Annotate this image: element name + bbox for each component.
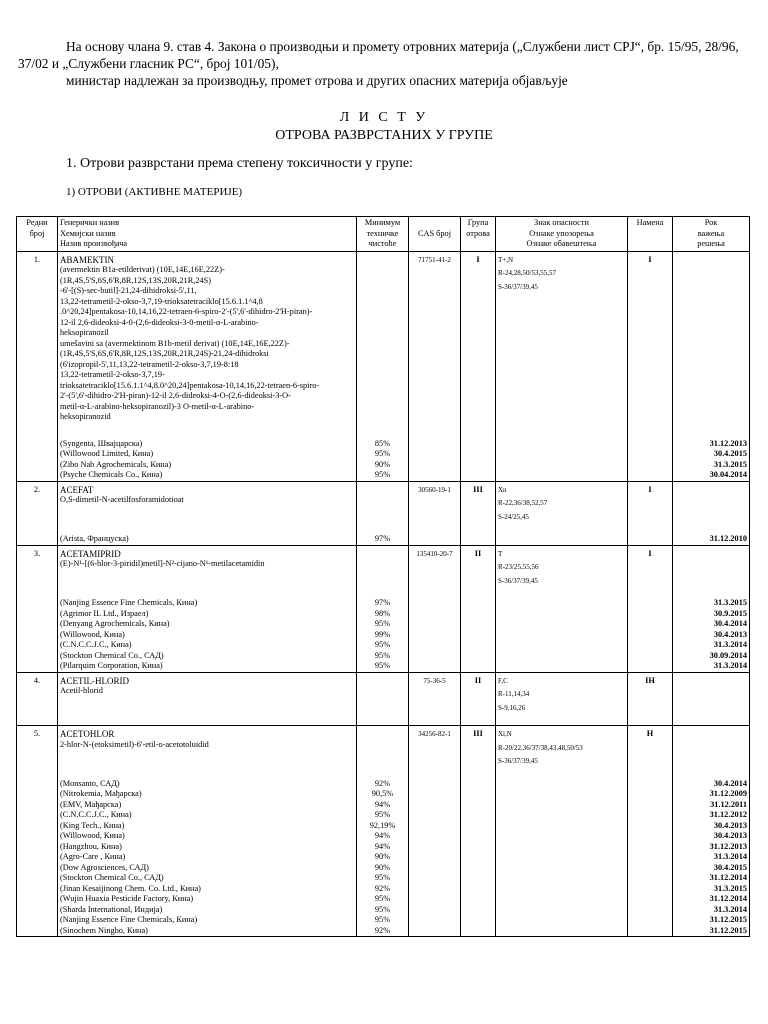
producer-purity: 95% [357,470,409,481]
producer-row [17,661,750,672]
entry-validity [673,672,750,716]
producer-row [17,852,750,863]
validity-date: 31.3.2014 [673,661,750,672]
producer-name: (C.N.C.C.J.C., Кина) [58,810,357,821]
header-no: Редни број [17,217,58,252]
producer-purity: 95% [357,661,409,672]
validity-date: 31.3.2014 [673,640,750,651]
entry-no: 2. [17,481,58,525]
entry-validity [673,726,750,770]
producer-row [17,905,750,916]
intro [18,38,750,89]
producer-row [17,926,750,937]
hazard-line: S-24/25,45 [498,512,529,521]
chemical-name-line: 12-il 2,6-dideoksi-4-0-(2,6-dideoksi-3-0-metil-α-L-arabino- [60,317,259,327]
producer-row [17,884,750,895]
hazard-line: R-11,14,34 [498,690,530,698]
producer-purity: 90% [357,460,409,471]
chemical-name-line: .0^20,24]pentakosa-10,14,16,22-tetraen-6-spiro-2'-(5',6'-dihidro-2'H-piran)- [60,307,313,316]
entry-names [58,726,357,770]
producer-purity: 94% [357,831,409,842]
purpose: I [628,481,673,525]
producer-row [17,915,750,926]
chemical-name-line: -6'-[(S)-sec-butil]-21,24-dihidroksi-5',11, [60,286,197,295]
validity-date: 31.3.2015 [673,598,750,609]
entry-validity [673,545,750,589]
hazard-line: Xi,N [498,730,512,738]
producer-name: (Sinochem Ningbo, Кина) [58,926,357,937]
chemical-name-line: 2'-(5',6'-dihidro-2'H-piran)-12-il 2,6-dideoksi-4-O-(2,6-dideoksi-3-O- [60,391,291,400]
producer-purity: 95% [357,915,409,926]
entry-no: 4. [17,672,58,716]
producer-row [17,873,750,884]
intro-line-2: министар надлежан за производњу, промет отрова и других опасних материја објављује [66,73,568,88]
producer-name: (Willowood, Кина) [58,831,357,842]
producer-name: (Willowood, Кина) [58,630,357,641]
spacer-row [17,770,750,779]
chemical-name-line: Acetil-hlorid [60,686,103,695]
table-row [17,481,750,525]
header-group: Група отрова [461,217,496,252]
hazard-labels [496,481,628,525]
producer-name: (Dow Agrosciences, САД) [58,863,357,874]
producer-purity: 95% [357,640,409,651]
validity-date: 31.12.2015 [673,915,750,926]
purpose: I [628,545,673,589]
validity-date: 31.12.2013 [673,439,750,450]
producer-row [17,630,750,641]
producer-name: (Agro-Care , Кина) [58,852,357,863]
producer-row [17,821,750,832]
entry-validity [673,481,750,525]
hazard-line: R-20/22,36/37/38,43,48,50/53 [498,743,583,752]
producer-row [17,640,750,651]
validity-date: 31.12.2015 [673,926,750,937]
producer-purity: 90% [357,863,409,874]
producer-row [17,651,750,662]
producer-purity: 95% [357,449,409,460]
entry-names [58,545,357,589]
hazard-line: T+,N [498,255,514,264]
entry-no: 1. [17,251,58,423]
producer-row [17,831,750,842]
producer-purity: 92% [357,884,409,895]
validity-date: 30.4.2014 [673,779,750,790]
cas-number: 135410-20-7 [409,545,461,589]
producer-name: (Denyang Agrochemicals, Кина) [58,619,357,630]
generic-name: ACETOHLOR [60,729,115,739]
chemical-name-line: umešavini sa (avermektinom B1b-metil derivat) (10E,14E,16E,22Z)- [60,338,290,348]
purpose: I [628,251,673,423]
spacer-row [17,423,750,439]
header-validity: Рок важења решења [673,217,750,252]
chemical-name-line: metil-α-L-arabino-heksopiranozil)-3 O-metil-α-L-arabino- [60,401,255,411]
producer-purity: 94% [357,800,409,811]
producer-purity: 92,19% [357,821,409,832]
entry-no: 5. [17,726,58,770]
validity-date: 30.4.2014 [673,619,750,630]
producer-name: (Sharda International, Индија) [58,905,357,916]
table-row [17,726,750,770]
chemical-name-line: trioksatetraciklo[15.6.1.1^4,8.0^20,24]pentakosa-10,14,16,22-tetraen-6-spiro- [60,380,320,390]
validity-date: 31.3.2014 [673,905,750,916]
hazard-labels [496,672,628,716]
producer-purity: 95% [357,873,409,884]
poison-group: III [461,481,496,525]
producer-name: (Nanjing Essence Fine Chemicals, Кина) [58,915,357,926]
entry-purity [357,251,409,423]
cas-number: 30560-19-1 [409,481,461,525]
producer-name: (Agrimor IL Ltd., Израел) [58,609,357,620]
producer-name: (Monsanto, САД) [58,779,357,790]
poisons-table [16,216,750,937]
table-row [17,545,750,589]
validity-date: 30.4.2013 [673,630,750,641]
chemical-name-line: O,S-dimetil-N-acetilfosforamidotioat [60,495,184,504]
hazard-line: R-23/25,55,56 [498,563,539,571]
poison-group: II [461,545,496,589]
producer-name: (EMV, Мађарска) [58,800,357,811]
producer-name: (Willowood Limited, Кина) [58,449,357,460]
poison-group: III [461,726,496,770]
generic-name: ACEFAT [60,484,94,495]
producer-row [17,609,750,620]
chemical-name-line: (E)-N¹-[(6-hlor-3-piridil)metil]-N²-cijano-N¹-metilacetamidin [60,559,265,568]
entry-names [58,672,357,716]
producer-name: (Nanjing Essence Fine Chemicals, Кина) [58,598,357,609]
entry-validity [673,251,750,423]
table-row [17,251,750,423]
entry-names [58,251,357,423]
doc-title-line-2: ОТРОВА РАЗВРСТАНИХ У ГРУПЕ [275,128,493,143]
validity-date: 30.4.2013 [673,821,750,832]
producer-purity: 95% [357,619,409,630]
producer-name: (Hangzhou, Кина) [58,842,357,853]
producer-purity: 95% [357,894,409,905]
chemical-name-line: 13,22-tetrametil-2-okso-3,7,19- [60,370,165,379]
chemical-name-line: (1R,4S,5'S,6S,6'R,8R,12S,13S,20R,21R,24S) [60,275,211,285]
producer-purity: 95% [357,810,409,821]
generic-name: ACETIL-HLORID [60,675,129,686]
header-cas: CAS број [409,217,461,252]
producer-row [17,789,750,800]
header-purpose: Намена [628,217,673,252]
validity-date: 30.4.2013 [673,831,750,842]
hazard-labels [496,726,628,770]
hazard-line: F,C [498,676,508,685]
spacer-row [17,525,750,534]
producer-name: (Stockton Chemical Co., САД) [58,651,357,662]
generic-name: ACETAMIPRID [60,548,121,559]
entry-purity [357,545,409,589]
entry-names [58,481,357,525]
header-hazard: Знак опасности Ознаке упозорења Ознаке обавештења [496,217,628,252]
chemical-name-line: (1R,4S,5'S,6S,6'R,8R,12S,13S,20R,21R,24S)-21,24-dihidroksi [60,349,269,358]
producer-row [17,800,750,811]
entry-no: 3. [17,545,58,589]
chemical-name-line: 13,22-tetrametil-2-okso-3,7,19-trioksatetraciklo[15.6.1.1^4,8 [60,296,263,306]
chemical-name-line: heksopiranozid [60,412,111,421]
producer-row [17,534,750,545]
cas-number: 34256-82-1 [409,726,461,770]
producer-name: (King Tech., Кина) [58,821,357,832]
validity-date: 31.12.2010 [673,534,750,545]
producer-row [17,460,750,471]
hazard-line: R-22,36/38,52,57 [498,499,548,507]
validity-date: 30.04.2014 [673,470,750,481]
cas-number: 71751-41-2 [409,251,461,423]
producer-row [17,470,750,481]
validity-date: 31.12.2011 [673,800,750,811]
validity-date: 31.12.2014 [673,894,750,905]
producer-row [17,863,750,874]
producer-purity: 97% [357,534,409,545]
producer-name: (Wujin Huaxia Pesticide Factory, Кина) [58,894,357,905]
entry-purity [357,726,409,770]
hazard-line: R-24,28,50/53,55,57 [498,269,556,277]
producer-name: (C.N.C.C.J.C., Кина) [58,640,357,651]
hazard-line: S-36/37/39,45 [498,282,538,291]
validity-date: 31.3.2015 [673,884,750,895]
table-row [17,672,750,716]
producer-name: (Jinan Kesaijinong Chem. Co. Ltd., Кина) [58,884,357,895]
producer-row [17,619,750,630]
entry-purity [357,481,409,525]
producer-purity: 92% [357,926,409,937]
table-body [17,251,750,937]
section-heading: 1. Отрови разврстани према степену токсичности у групе: [66,156,413,171]
hazard-labels [496,545,628,589]
entry-purity [357,672,409,716]
purpose: IH [628,672,673,716]
validity-date: 31.3.2014 [673,852,750,863]
hazard-labels [496,251,628,423]
producer-purity: 98% [357,609,409,620]
chemical-name-line: 2-hlor-N-(etoksimetil)-6'-etil-o-acetotoluidid [60,739,209,749]
producer-purity: 99% [357,630,409,641]
producer-row [17,842,750,853]
validity-date: 31.12.2013 [673,842,750,853]
poison-group: I [461,251,496,423]
producer-purity: 97% [357,598,409,609]
producer-purity: 92% [357,779,409,790]
producer-name: (Stockton Chemical Co., САД) [58,873,357,884]
producer-row [17,439,750,450]
validity-date: 30.9.2015 [673,609,750,620]
cas-number: 75-36-5 [409,672,461,716]
spacer-row [17,589,750,598]
doc-title-line-1: Л И С Т У [339,110,429,125]
header-purity: Минимум техничке чистоће [357,217,409,252]
producer-purity: 85% [357,439,409,450]
producer-purity: 95% [357,651,409,662]
producer-row [17,894,750,905]
producer-name: (Arista, Француска) [58,534,357,545]
validity-date: 30.4.2015 [673,449,750,460]
producer-name: (Psyche Chemicals Co., Кина) [58,470,357,481]
purpose: H [628,726,673,770]
validity-date: 30.4.2015 [673,863,750,874]
producer-name: (Syngenta, Швајцарска) [58,439,357,450]
producer-row [17,810,750,821]
hazard-line: S-9,16,26 [498,703,526,712]
poison-group: II [461,672,496,716]
section-subheading: 1) ОТРОВИ (АКТИВНЕ МАТЕРИЈЕ) [66,186,243,198]
validity-date: 31.12.2014 [673,873,750,884]
producer-name: (Pilarquim Corporation, Кина) [58,661,357,672]
producer-purity: 90,5% [357,789,409,800]
chemical-name-line: (6'izopropil-5',11,13,22-tetrametil-2-okso-3,7,19-8:18 [60,359,239,369]
producer-row [17,779,750,790]
hazard-line: S-36/37/39,45 [498,576,538,585]
validity-date: 31.3.2015 [673,460,750,471]
validity-date: 30.09.2014 [673,651,750,662]
hazard-line: S-36/37/39,45 [498,757,538,765]
chemical-name-line: heksopiranozil [60,328,109,337]
validity-date: 31.12.2009 [673,789,750,800]
spacer-row [17,716,750,726]
producer-purity: 90% [357,852,409,863]
chemical-name-line: (avermektin B1a-etilderivat) (10E,14E,16E,22Z)- [60,265,225,274]
hazard-line: Xn [498,485,507,494]
producer-purity: 94% [357,842,409,853]
producer-row [17,598,750,609]
producer-row [17,449,750,460]
validity-date: 31.12.2012 [673,810,750,821]
header-name: Генерички назив Хемијски назив Назив произвођача [58,217,357,252]
generic-name: ABAMEKTIN [60,254,114,265]
producer-name: (Nitrokemia, Мађарска) [58,789,357,800]
intro-line-1: На основу члана 9. став 4. Закона о производњи и промету отровних материја („Службени лист СРЈ“, бр. 15/95, 28/96, 37/02 и „Службени гласник РС“, број 101/05), [18,39,739,71]
hazard-line: T [498,549,503,558]
table-header-row [17,217,750,252]
producer-purity: 95% [357,905,409,916]
producer-name: (Zibo Nab Agrochemicals, Кина) [58,460,357,471]
